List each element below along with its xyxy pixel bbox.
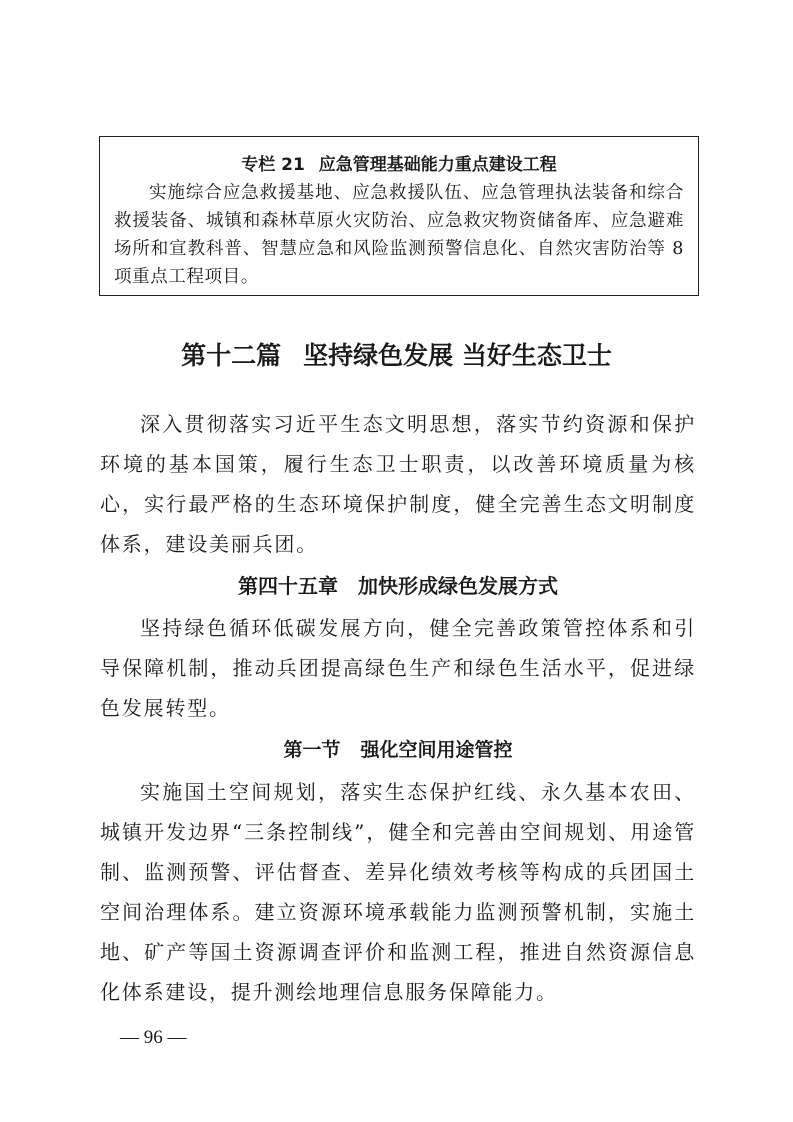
part-title-text: 坚持绿色发展 当好生态卫士 — [303, 341, 612, 370]
section-body-paragraph: 实施国土空间规划，落实生态保护红线、永久基本农田、城镇开发边界“三条控制线”，健全和完善由空间规划、用途管制、监测预警、评估督查、差异化绩效考核等构成的兵团国土空间治理体系。建立资源环境承载能力监测预警机制，实施土地、矿产等国土资源调查评价和监测工程，推进自然资源信息化体系建设，提升测绘地理信息服务保障能力。 — [100, 780, 696, 1004]
special-column-box — [99, 136, 699, 296]
section-number: 第一节 — [283, 739, 341, 761]
chapter-heading — [100, 564, 696, 608]
part-number: 第十二篇 — [181, 341, 282, 370]
section-heading — [100, 728, 696, 772]
special-column-heading — [114, 151, 684, 179]
special-column-body: 实施综合应急救援基地、应急救援队伍、应急管理执法装备和综合救援装备、城镇和森林草原火灾防治、应急救灾物资储备库、应急避难场所和宣教科普、智慧应急和风险监测预警信息化、自然灾害防治等 8 项重点工程项目。 — [114, 183, 684, 287]
special-column-title: 应急管理基础能力重点建设工程 — [318, 155, 557, 175]
chapter-title: 加快形成绿色发展方式 — [358, 574, 558, 598]
main-content — [100, 404, 696, 1012]
page-number: — 96 — — [120, 1027, 187, 1048]
chapter-intro-paragraph: 坚持绿色循环低碳发展方向，健全完善政策管控体系和引导保障机制，推动兵团提高绿色生产和绿色生活水平，促进绿色发展转型。 — [100, 616, 696, 720]
section-title: 强化空间用途管控 — [360, 739, 513, 761]
special-column-label: 专栏 21 — [241, 155, 305, 175]
part-intro-paragraph: 深入贯彻落实习近平生态文明思想，落实节约资源和保护环境的基本国策，履行生态卫士职责，以改善环境质量为核心，实行最严格的生态环境保护制度，健全完善生态文明制度体系，建设美丽兵团。 — [100, 412, 696, 556]
part-title — [0, 336, 793, 376]
chapter-number: 第四十五章 — [238, 574, 338, 598]
